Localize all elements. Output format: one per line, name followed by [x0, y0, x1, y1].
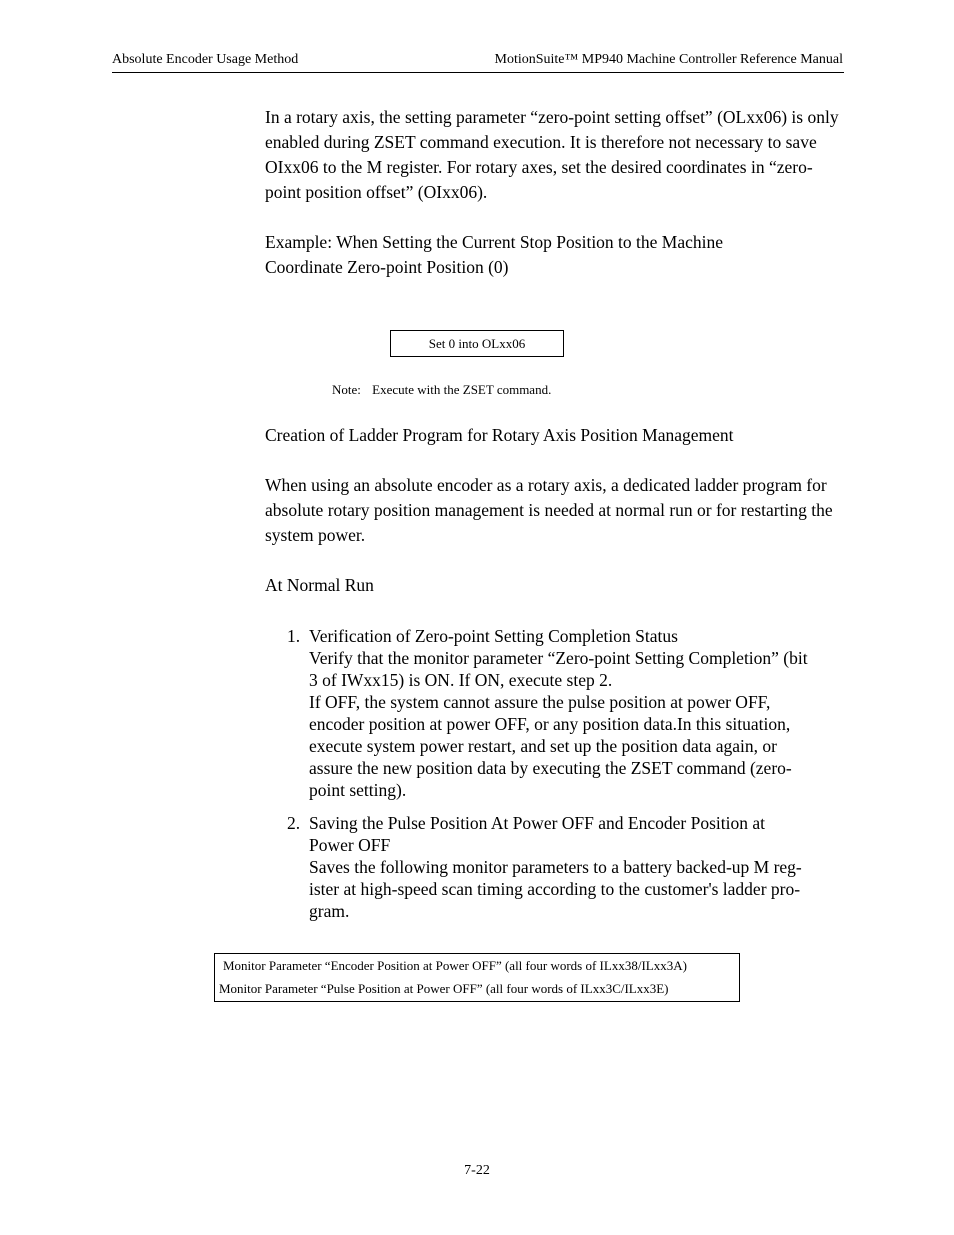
list-item-line: Saving the Pulse Position At Power OFF and Encoder Position at: [309, 813, 765, 833]
section-heading: Creation of Ladder Program for Rotary Axis Position Management: [265, 425, 734, 445]
list-item-line: ister at high-speed scan timing according to the customer's ladder pro-: [309, 879, 801, 899]
list-item-line: 3 of IWxx15) is ON. If ON, execute step 2.: [309, 670, 613, 690]
list-item: [287, 812, 843, 922]
list-item-line: assure the new position data by executing the ZSET command (zero-: [309, 758, 792, 778]
monitor-parameter-pulse-position: Monitor Parameter “Pulse Position at Power OFF” (all four words of ILxx3C/ILxx3E): [219, 981, 669, 996]
subheading-normal-run: At Normal Run: [265, 575, 374, 595]
intro-paragraph: In a rotary axis, the setting parameter “zero-point setting offset” (OLxx06) is only enabled during ZSET command execution. It is therefore not necessary to save OIxx06 to the M register. For rotary axes, set the desired coordinates in “zero-point position offset” (OIxx06).: [265, 107, 839, 202]
note: [332, 382, 551, 398]
monitor-parameter-box: [214, 953, 740, 1002]
list-item-line: Verification of Zero-point Setting Completion Status: [309, 626, 678, 646]
list-item-body: [309, 812, 843, 922]
example-heading: Example: When Setting the Current Stop Position to the Machine Coordinate Zero-point Position (0): [265, 232, 724, 277]
list-item: [287, 625, 843, 801]
section-paragraph: When using an absolute encoder as a rotary axis, a dedicated ladder program for absolute rotary position management is needed at normal run or for restarting the system power.: [265, 475, 833, 545]
page-number: 7-22: [464, 1163, 490, 1178]
header-section-title: Absolute Encoder Usage Method: [112, 52, 299, 67]
list-item-line: gram.: [309, 901, 350, 921]
list-item-body: [309, 625, 843, 801]
list-item-line: If OFF, the system cannot assure the pulse position at power OFF,: [309, 692, 771, 712]
list-item-line: Saves the following monitor parameters to a battery backed-up M reg-: [309, 857, 802, 877]
list-item-line: point setting).: [309, 780, 407, 800]
monitor-parameter-encoder-position: Monitor Parameter “Encoder Position at Power OFF” (all four words of ILxx38/ILxx3A): [223, 958, 687, 973]
list-item-line: execute system power restart, and set up the position data again, or: [309, 736, 777, 756]
header-divider: [112, 72, 844, 73]
example-box: Set 0 into OLxx06: [390, 330, 564, 357]
list-item-line: encoder position at power OFF, or any position data.In this situation,: [309, 714, 791, 734]
list-item-number: 2.: [287, 813, 301, 833]
list-item-number: 1.: [287, 626, 301, 646]
list-item-line: Verify that the monitor parameter “Zero-point Setting Completion” (bit: [309, 648, 808, 668]
list-item-line: Power OFF: [309, 835, 391, 855]
procedure-list: [287, 625, 843, 922]
note-label: Note:: [332, 382, 361, 397]
header-manual-title: MotionSuite™ MP940 Machine Controller Reference Manual: [494, 52, 843, 67]
note-text: Execute with the ZSET command.: [372, 382, 552, 397]
